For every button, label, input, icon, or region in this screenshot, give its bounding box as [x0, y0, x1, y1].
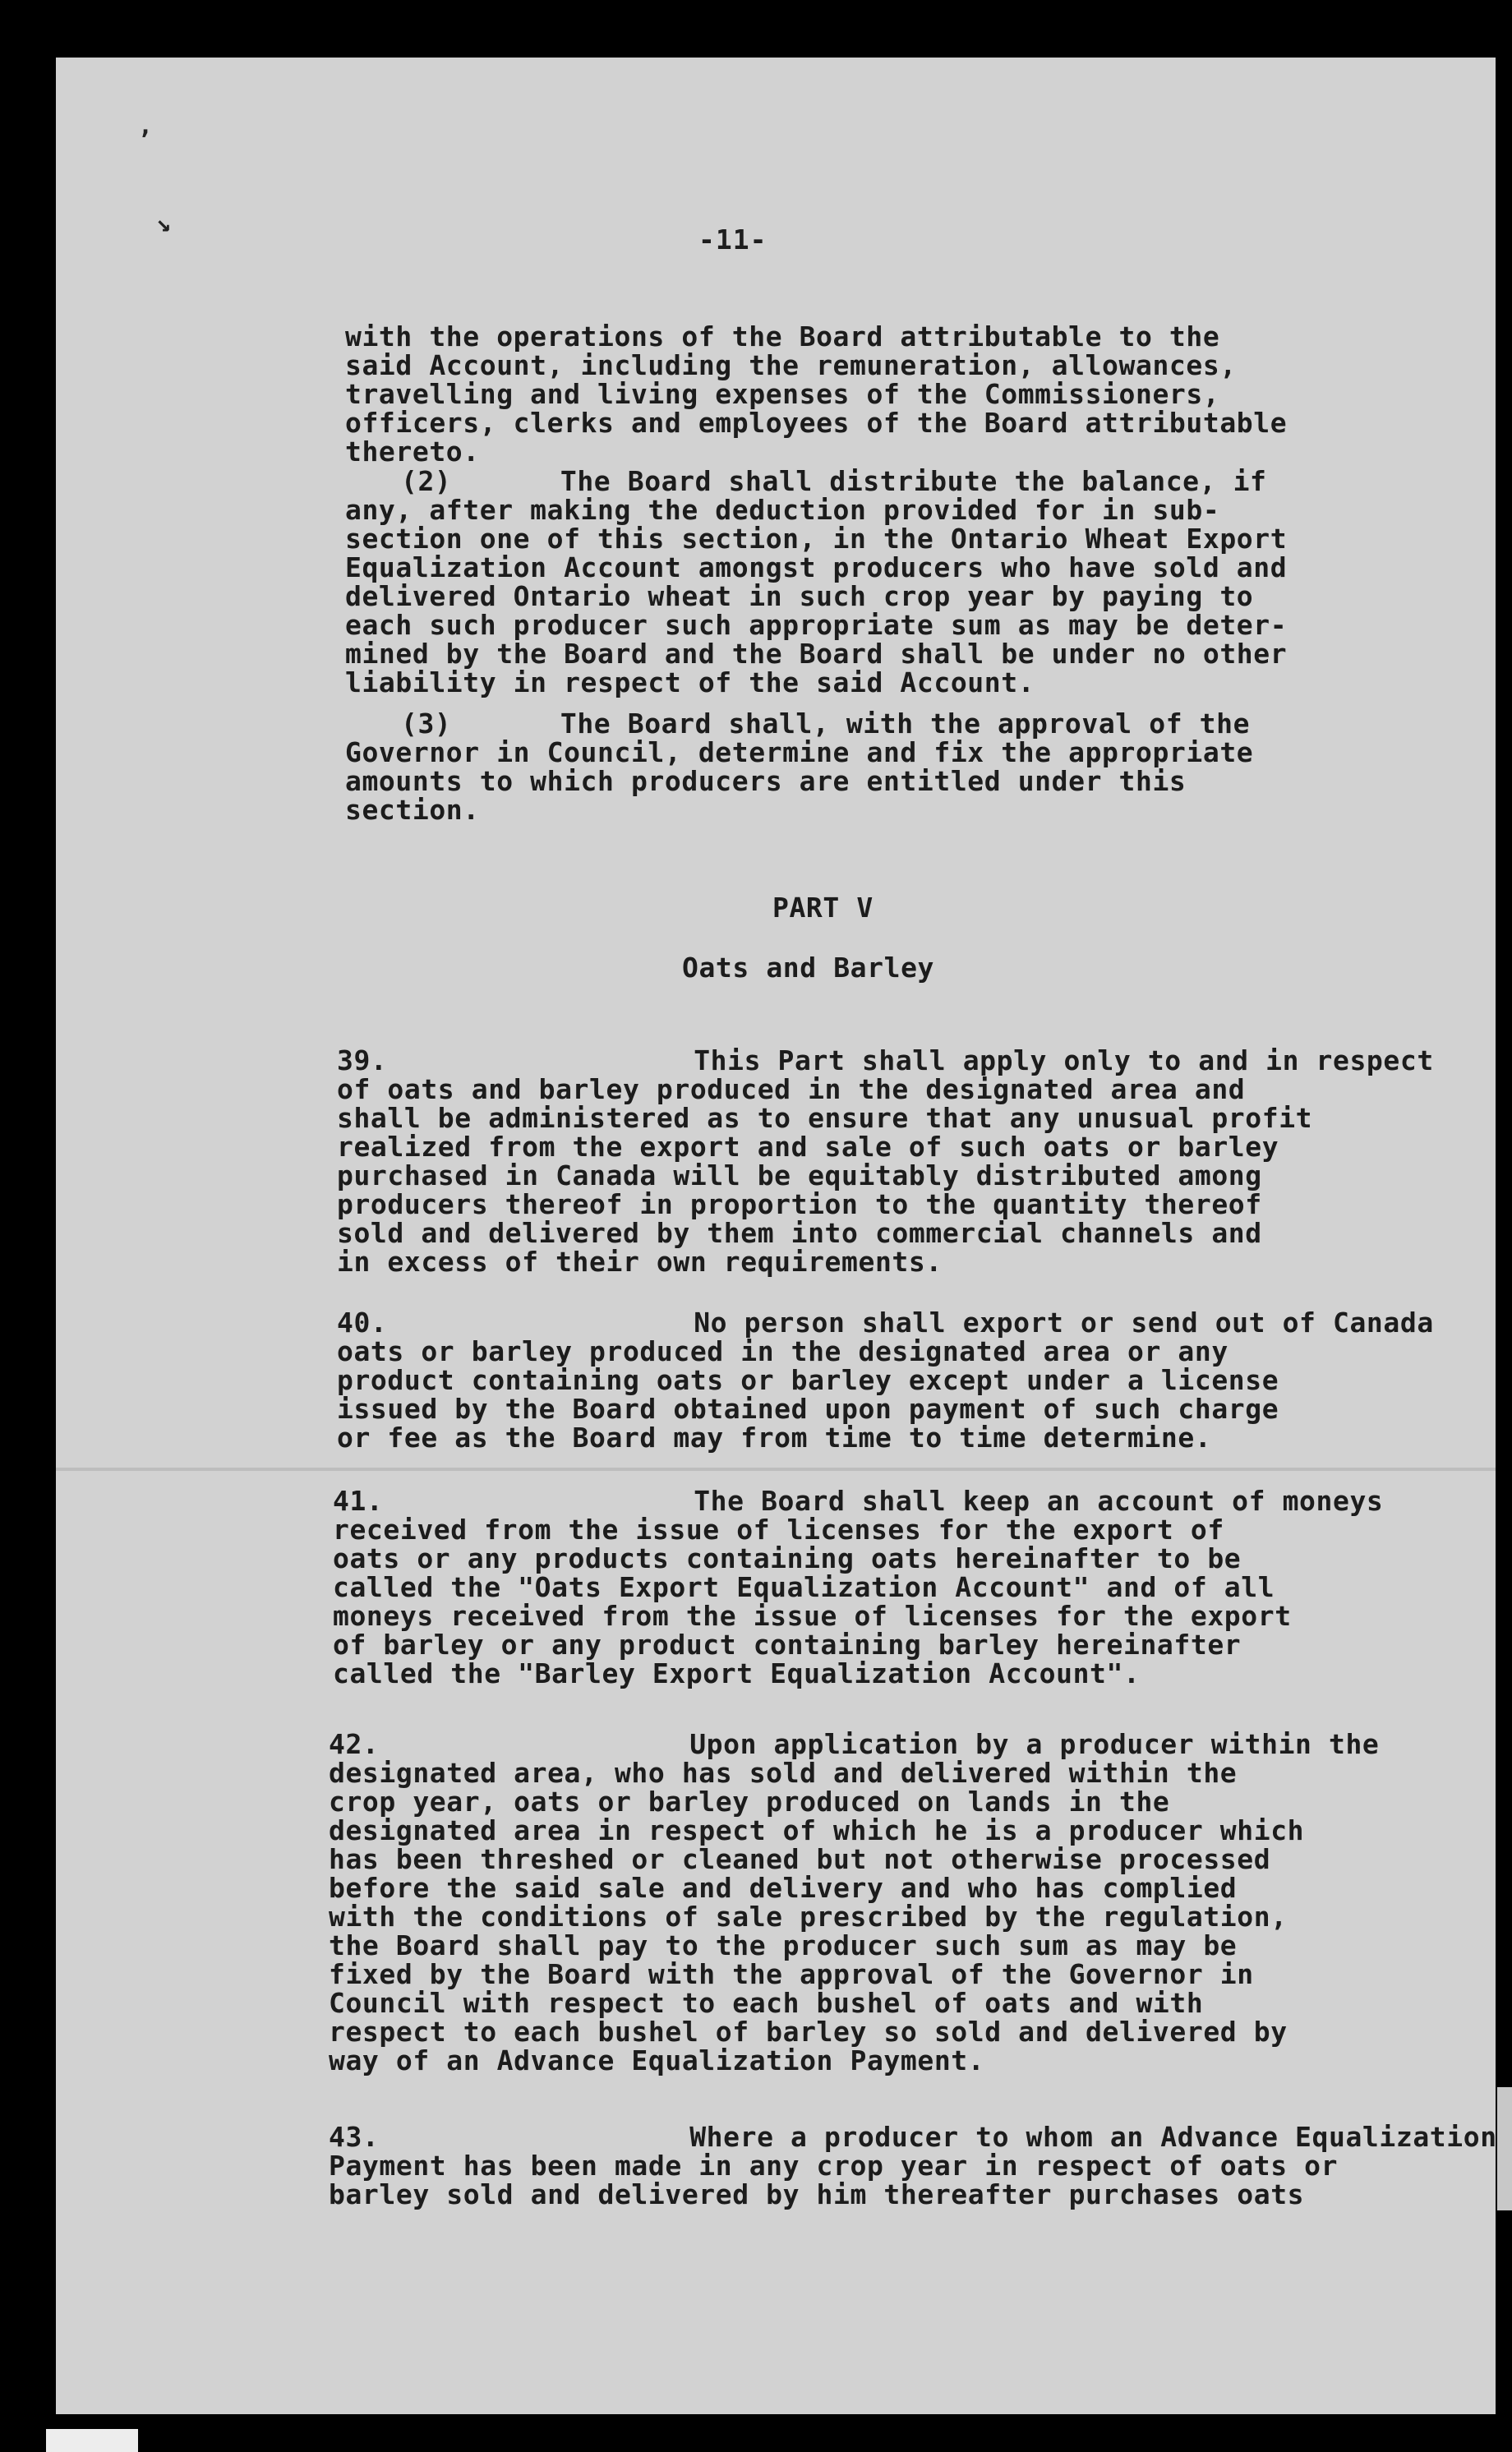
- text-line: way of an Advance Equalization Payment.: [329, 2044, 985, 2076]
- text-line: called the "Barley Export Equalization Account".: [333, 1657, 1141, 1689]
- text-line: purchased in Canada will be equitably distributed among: [337, 1159, 1262, 1191]
- text-line: Payment has been made in any crop year in respect of oats or: [329, 2150, 1339, 2182]
- text-line: The Board shall keep an account of moneys: [542, 1485, 1384, 1517]
- text-line: moneys received from the issue of licenses for the export: [333, 1600, 1292, 1632]
- text-line: liability in respect of the said Account.: [345, 666, 1035, 698]
- text-line: of barley or any product containing barley hereinafter: [333, 1629, 1242, 1661]
- subsection-number: (3): [401, 707, 452, 740]
- text-line: with the operations of the Board attributable to the: [345, 320, 1220, 353]
- text-line: fixed by the Board with the approval of the Governor in: [329, 1958, 1254, 1990]
- text-line: oats or barley produced in the designated area or any: [337, 1335, 1228, 1367]
- text-line: Upon application by a producer within the: [538, 1728, 1380, 1760]
- text-line: amounts to which producers are entitled under this: [345, 765, 1187, 797]
- text-line: The Board shall distribute the balance, if: [493, 465, 1267, 497]
- text-line: Governor in Council, determine and fix the appropriate: [345, 736, 1254, 768]
- text-line: delivered Ontario wheat in such crop year by paying to: [345, 580, 1254, 612]
- text-line: with the conditions of sale prescribed by the regulation,: [329, 1901, 1288, 1933]
- subsection-number: (2): [401, 465, 452, 497]
- text-line: in excess of their own requirements.: [337, 1246, 943, 1278]
- text-line: officers, clerks and employees of the Board attributable: [345, 407, 1288, 439]
- stray-mark: ,: [138, 112, 154, 141]
- text-line: travelling and living expenses of the Commissioners,: [345, 378, 1220, 410]
- text-line: issued by the Board obtained upon payment of such charge: [337, 1393, 1279, 1425]
- section-number: 39.: [337, 1044, 388, 1076]
- text-line: Where a producer to whom an Advance Equalization: [538, 2121, 1497, 2153]
- section-number: 41.: [333, 1485, 384, 1517]
- text-line: section one of this section, in the Ontario Wheat Export: [345, 523, 1288, 555]
- section-number: 42.: [329, 1728, 380, 1760]
- text-line: or fee as the Board may from time to time determine.: [337, 1422, 1212, 1454]
- text-line: Council with respect to each bushel of oats and with: [329, 1987, 1204, 2019]
- page-fold-line: [56, 1468, 1496, 1471]
- text-line: thereto.: [345, 436, 480, 468]
- text-line: said Account, including the remuneration, allowances,: [345, 349, 1237, 381]
- text-line: received from the issue of licenses for the export of: [333, 1514, 1224, 1546]
- text-line: barley sold and delivered by him thereafter purchases oats: [329, 2178, 1305, 2210]
- text-line: No person shall export or send out of Canada: [542, 1307, 1434, 1339]
- part-heading: PART V: [772, 892, 874, 924]
- text-line: mined by the Board and the Board shall be under no other: [345, 638, 1288, 670]
- text-line: respect to each bushel of barley so sold and delivered by: [329, 2016, 1288, 2048]
- text-line: called the "Oats Export Equalization Account" and of all: [333, 1571, 1275, 1603]
- film-label: [46, 2429, 138, 2452]
- text-line: designated area, who has sold and delivered within the: [329, 1757, 1238, 1789]
- text-line: realized from the export and sale of such oats or barley: [337, 1131, 1279, 1163]
- text-line: each such producer such appropriate sum as may be deter-: [345, 609, 1288, 641]
- text-line: The Board shall, with the approval of the: [493, 707, 1251, 740]
- text-line: before the said sale and delivery and who has complied: [329, 1872, 1238, 1904]
- text-line: Equalization Account amongst producers who have sold and: [345, 551, 1288, 583]
- section-number: 40.: [337, 1307, 388, 1339]
- stray-mark: ↘: [156, 209, 172, 237]
- text-line: shall be administered as to ensure that any unusual profit: [337, 1102, 1313, 1134]
- section-number: 43.: [329, 2121, 380, 2153]
- text-line: sold and delivered by them into commercial channels and: [337, 1217, 1262, 1249]
- film-edge: [1497, 2087, 1512, 2210]
- text-line: producers thereof in proportion to the quantity thereof: [337, 1188, 1262, 1220]
- text-line: section.: [345, 794, 480, 826]
- text-line: crop year, oats or barley produced on lands in the: [329, 1786, 1170, 1818]
- text-line: the Board shall pay to the producer such sum as may be: [329, 1929, 1238, 1961]
- text-line: product containing oats or barley except under a license: [337, 1364, 1279, 1396]
- text-line: designated area in respect of which he is a producer which: [329, 1814, 1305, 1846]
- text-line: has been threshed or cleaned but not otherwise processed: [329, 1843, 1271, 1875]
- text-line: This Part shall apply only to and in respect: [542, 1044, 1434, 1076]
- section-title: Oats and Barley: [682, 952, 935, 984]
- text-line: of oats and barley produced in the designated area and: [337, 1073, 1246, 1105]
- text-line: any, after making the deduction provided for in sub-: [345, 494, 1220, 526]
- page-number: -11-: [698, 224, 768, 256]
- text-line: oats or any products containing oats hereinafter to be: [333, 1542, 1242, 1574]
